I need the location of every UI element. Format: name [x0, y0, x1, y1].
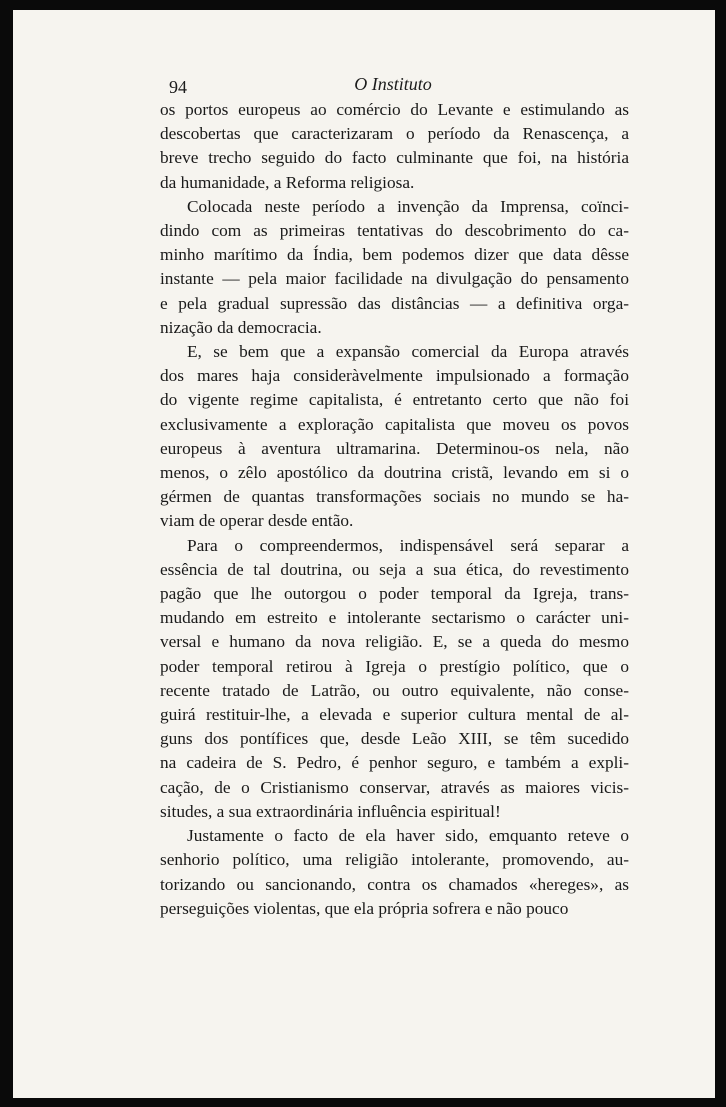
text-line: e pela gradual supressão das distâncias — a definitiva orga-	[160, 293, 629, 313]
text-line: Justamente o facto de ela haver sido, emquanto reteve o	[187, 826, 629, 846]
text-line: viam de operar desde então.	[160, 511, 354, 531]
text-line: cação, de o Cristianismo conservar, através as maiores vicis-	[160, 777, 629, 797]
text-line: situdes, a sua extraordinária influência espiritual!	[160, 801, 501, 821]
text-line: minho marítimo da Índia, bem podemos dizer que data dêsse	[160, 245, 629, 265]
text-line: senhorio político, uma religião intolerante, promovendo, au-	[160, 850, 629, 870]
text-line: dindo com as primeiras tentativas do descobrimento do ca-	[160, 221, 629, 241]
text-line: perseguições violentas, que ela própria sofrera e não pouco	[160, 898, 569, 918]
text-line: guirá restituir-lhe, a elevada e superior cultura mental de al-	[160, 705, 629, 725]
text-line: pagão que lhe outorgou o poder temporal da Igreja, trans-	[160, 584, 629, 604]
text-line: gérmen de quantas transformações sociais no mundo se ha-	[160, 487, 629, 507]
text-line: breve trecho seguido do facto culminante que foi, na história	[160, 148, 629, 168]
text-line: exclusivamente a exploração capitalista que moveu os povos	[160, 414, 629, 434]
text-line: poder temporal retirou à Igreja o prestígio político, que o	[160, 656, 629, 676]
text-line: na cadeira de S. Pedro, é penhor seguro, e também a expli-	[160, 753, 629, 773]
page-header	[158, 74, 628, 100]
text-line: guns dos pontífices que, desde Leão XIII, se têm sucedido	[160, 729, 629, 749]
text-line: Colocada neste período a invenção da Imprensa, coïnci-	[187, 196, 629, 216]
text-line: da humanidade, a Reforma religiosa.	[160, 172, 415, 192]
text-line: os portos europeus ao comércio do Levante e estimulando as	[160, 100, 629, 119]
text-line: descobertas que caracterizaram o período da Renascença, a	[160, 124, 629, 144]
running-title: O Instituto	[354, 74, 432, 94]
text-line: do vigente regime capitalista, é entretanto certo que não foi	[160, 390, 629, 410]
text-line: europeus à aventura ultramarina. Determinou-os nela, não	[160, 438, 629, 458]
text-line: dos mares haja consideràvelmente impulsionado a formação	[160, 366, 629, 386]
text-line: torizando ou sancionando, contra os chamados «hereges», as	[160, 874, 629, 894]
text-line: recente tratado de Latrão, ou outro equivalente, não conse-	[160, 680, 629, 700]
text-line: essência de tal doutrina, ou seja a sua ética, do revestimento	[160, 559, 629, 579]
page-number: 94	[169, 77, 187, 97]
text-line: menos, o zêlo apostólico da doutrina cristã, levando em si o	[160, 463, 629, 483]
text-line: nização da democracia.	[160, 317, 322, 337]
text-line: Para o compreendermos, indispensável será separar a	[187, 535, 629, 555]
text-line: versal e humano da nova religião. E, se a queda do mesmo	[160, 632, 629, 652]
text-line: mudando em estreito e intolerante sectarismo o carácter uni-	[160, 608, 629, 628]
text-line: E, se bem que a expansão comercial da Europa através	[187, 342, 629, 362]
body-text	[160, 98, 629, 921]
text-line: instante — pela maior facilidade na divulgação do pensamento	[160, 269, 629, 289]
